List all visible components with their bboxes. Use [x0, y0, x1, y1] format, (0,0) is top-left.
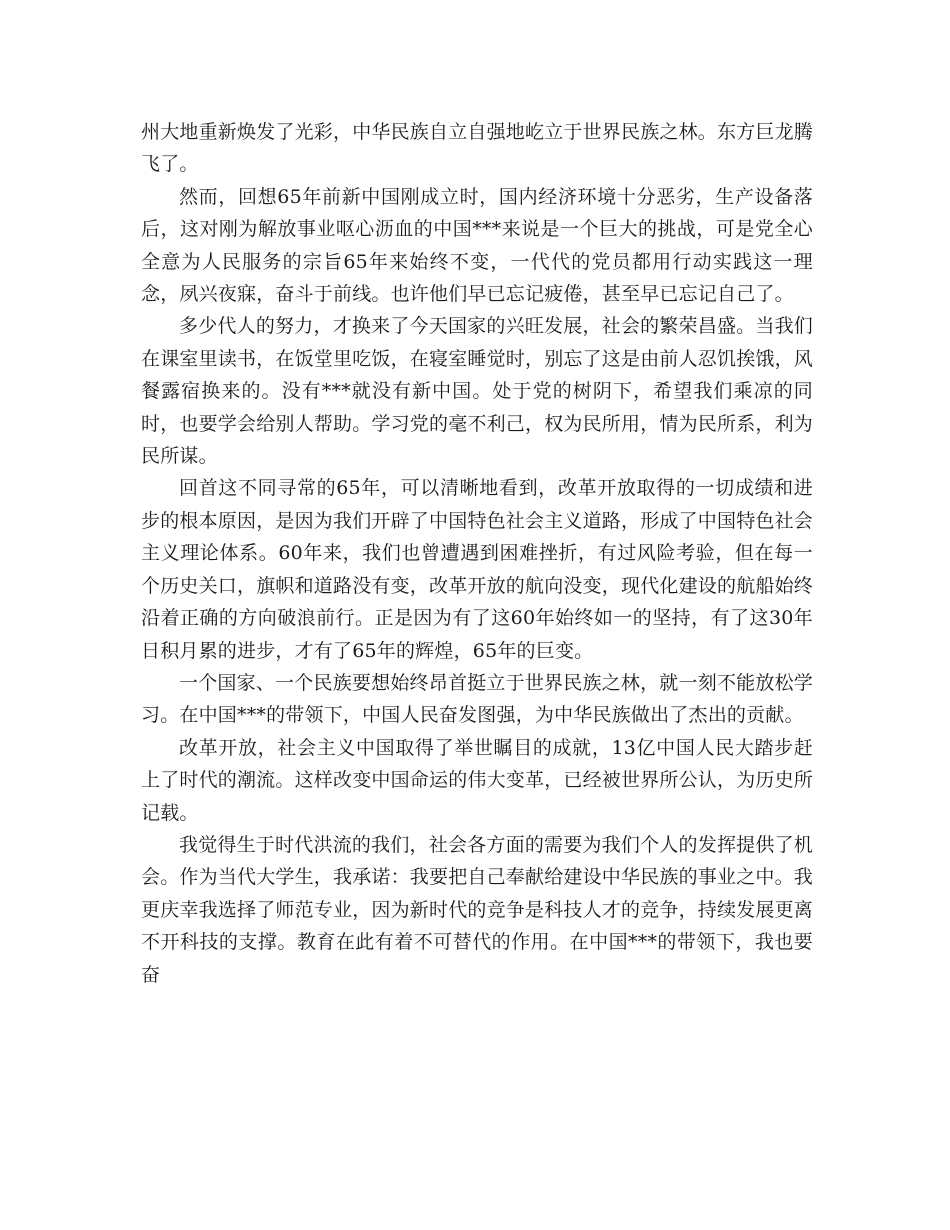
- document-body: [141, 116, 813, 991]
- paragraph-1: 州大地重新焕发了光彩，中华民族自立自强地屹立于世界民族之林。东方巨龙腾飞了。: [141, 121, 814, 176]
- paragraph-7: 我觉得生于时代洪流的我们，社会各方面的需要为我们个人的发挥提供了机会。作为当代大学生，我承诺：我要把自己奉献给建设中华民族的事业之中。我更庆幸我选择了师范专业，因为新时代的竞争是科技人才的竞争，持续发展更离不开科技的支撑。教育在此有着不可替代的作用。在中国***的带领下，我也要奋: [141, 833, 814, 986]
- paragraph-3: 多少代人的努力，才换来了今天国家的兴旺发展，社会的繁荣昌盛。当我们在课室里读书，在饭堂里吃饭，在寝室睡觉时，别忘了这是由前人忍饥挨饿，风餐露宿换来的。没有***就没有新中国。处于党的树阴下，希望我们乘凉的同时，也要学会给别人帮助。学习党的毫不利己，权为民所用，情为民所系，利为民所谋。: [141, 315, 814, 468]
- paragraph-6: 改革开放，社会主义中国取得了举世瞩目的成就，13亿中国人民大踏步赶上了时代的潮流。这样改变中国命运的伟大变革，已经被世界所公认，为历史所记载。: [141, 736, 814, 824]
- paragraph-4: 回首这不同寻常的65年，可以清晰地看到，改革开放取得的一切成绩和进步的根本原因，是因为我们开辟了中国特色社会主义道路，形成了中国特色社会主义理论体系。60年来，我们也曾遭遇到困难挫折，有过风险考验，但在每一个历史关口，旗帜和道路没有变，改革开放的航向没变，现代化建设的航船始终沿着正确的方向破浪前行。正是因为有了这60年始终如一的坚持，有了这30年日积月累的进步，才有了65年的辉煌，65年的巨变。: [141, 477, 814, 662]
- paragraph-2: 然而，回想65年前新中国刚成立时，国内经济环境十分恶劣，生产设备落后，这对刚为解放事业呕心沥血的中国***来说是一个巨大的挑战，可是党全心全意为人民服务的宗旨65年来始终不变，一代代的党员都用行动实践这一理念，夙兴夜寐，奋斗于前线。也许他们早已忘记疲倦，甚至早已忘记自己了。: [141, 185, 813, 306]
- paragraph-5: 一个国家、一个民族要想始终昂首挺立于世界民族之林，就一刻不能放松学习。在中国***的带领下，中国人民奋发图强，为中华民族做出了杰出的贡献。: [141, 671, 813, 727]
